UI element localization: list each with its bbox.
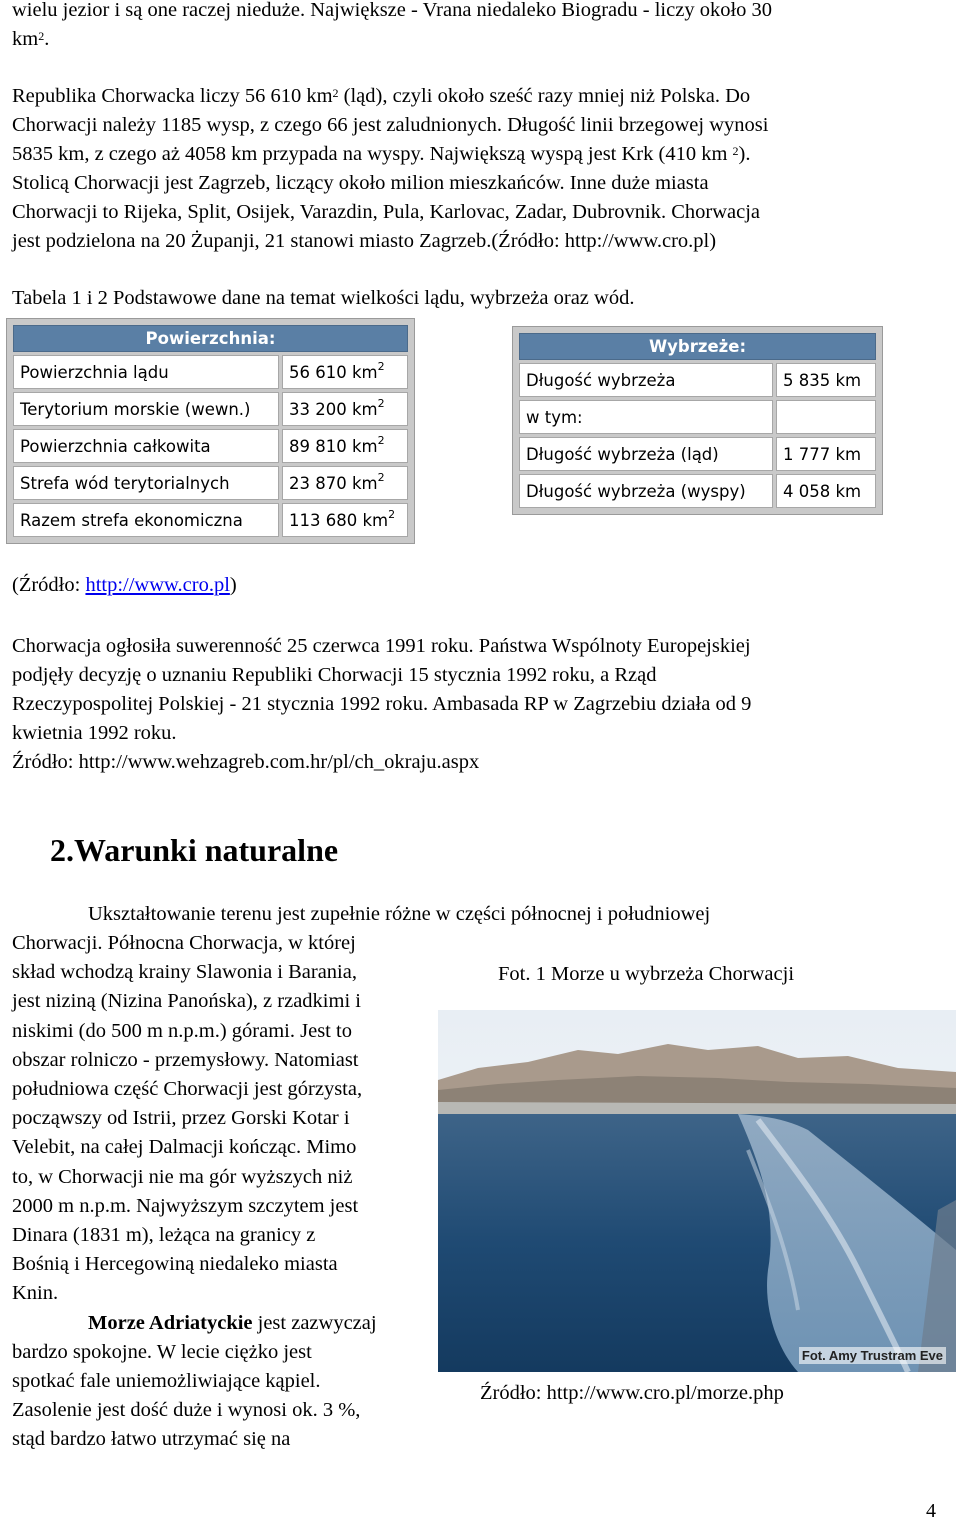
table-row <box>519 474 876 508</box>
page-number: 4 <box>926 1500 936 1522</box>
text-line: jest podzielona na 20 Żupanji, 21 stanowi miasto Zagrzeb.(Źródło: http://www.cro.pl) <box>12 230 717 252</box>
section-heading: 2.Warunki naturalne <box>50 832 339 868</box>
text-line: 2000 m n.p.m. Najwyższym szczytem jest <box>12 1194 359 1217</box>
text-line: Chorwacja ogłosiła suwerenność 25 czerwca 1991 roku. Państwa Wspólnoty Europejskiej <box>12 635 751 657</box>
coastline-table <box>512 326 883 515</box>
text-line: Zasolenie jest dość duże i wynosi ok. 3 %, <box>12 1399 361 1422</box>
text-line: Stolicą Chorwacji jest Zagrzeb, liczący około milion mieszkańców. Inne duże miasta <box>12 172 709 194</box>
terrain-paragraph <box>12 929 442 1455</box>
row-value: 89 810 $km^2$ <box>282 429 408 463</box>
text-line: Chorwacji. Północna Chorwacja, w której <box>12 932 356 954</box>
row-label: Długość wybrzeża <box>519 363 773 397</box>
text-line: począwszy od Istrii, przez Gorski Kotar i <box>12 1107 350 1130</box>
text-line: niskimi (do 500 m n.p.m.) górami. Jest to <box>12 1019 352 1042</box>
photo-credit: Fot. Amy Trustram Eve <box>799 1347 946 1364</box>
text-line: podjęły decyzję o uznaniu Republiki Chorwacji 15 stycznia 1992 roku, a Rząd <box>12 664 657 686</box>
text-line: obszar rolniczo - przemysłowy. Natomiast <box>12 1048 359 1071</box>
row-label: Terytorium morskie (wewn.) <box>13 392 279 426</box>
text-line: kwietnia 1992 roku. <box>12 722 177 744</box>
tables-caption <box>12 284 942 313</box>
text-line: Rzeczypospolitej Polskiej - 21 stycznia 1992 roku. Ambasada RP w Zagrzebiu działa od 9 <box>12 693 752 715</box>
table-row <box>13 355 408 389</box>
text-line: Morze Adriatyckie jest zazwyczaj <box>88 1311 377 1334</box>
text-line: Bośnią i Hercegowiną niedaleko miasta <box>12 1253 338 1276</box>
source-line: (Źródło: http://www.cro.pl) <box>12 574 237 596</box>
sea-image <box>438 1010 956 1372</box>
text-line: Źródło: http://www.wehzagreb.com.hr/pl/ch_okraju.aspx <box>12 751 480 773</box>
area-table <box>6 318 415 544</box>
text-line: Knin. <box>12 1282 59 1305</box>
row-label: w tym: <box>519 400 773 434</box>
row-label: Powierzchnia lądu <box>13 355 279 389</box>
caption-text: Tabela 1 i 2 Podstawowe dane na temat wielkości lądu, wybrzeża oraz wód. <box>12 287 635 309</box>
table-row <box>13 392 408 426</box>
row-value: 1 777 km <box>776 437 876 471</box>
text-line: południowa część Chorwacji jest górzysta, <box>12 1078 363 1101</box>
table-row <box>13 429 408 463</box>
text-line: jest niziną (Nizina Panońska), z rzadkimi i <box>12 990 361 1013</box>
table-row <box>519 363 876 397</box>
source-link[interactable]: http://www.cro.pl <box>85 574 230 596</box>
text-line: wielu jezior i są one raczej nieduże. Największe - Vrana niedaleko Biogradu - liczy około 30 <box>12 0 773 21</box>
row-value: 4 058 km <box>776 474 876 508</box>
row-label: Powierzchnia całkowita <box>13 429 279 463</box>
row-value: 56 610 $km^2$ <box>282 355 408 389</box>
text-line: Chorwacji to Rijeka, Split, Osijek, Varazdin, Pula, Karlovac, Zadar, Dubrovnik. Chorwacja <box>12 201 761 223</box>
row-value: 33 200 $km^2$ <box>282 392 408 426</box>
sovereignty-paragraph <box>12 632 942 777</box>
photo-caption: Fot. 1 Morze u wybrzeża Chorwacji <box>498 963 795 985</box>
row-label: Długość wybrzeża (wyspy) <box>519 474 773 508</box>
table-row <box>519 400 876 434</box>
table-header: Wybrzeże: <box>519 333 876 360</box>
text-line: skład wchodzą krainy Slawonia i Barania, <box>12 961 357 984</box>
table-header: Powierzchnia: <box>13 325 408 352</box>
table-row <box>519 437 876 471</box>
table-row <box>13 466 408 500</box>
text-line: Dinara (1831 m), leżąca na granicy z <box>12 1224 316 1247</box>
overview-paragraph <box>12 82 942 256</box>
text-line: bardzo spokojne. W lecie ciężko jest <box>12 1340 312 1363</box>
text-line: Chorwacji należy 1185 wysp, z czego 66 jest zaludnionych. Długość linii brzegowej wynosi <box>12 114 769 136</box>
sea-photo <box>438 1010 956 1372</box>
row-value: 113 680 $km^2$ <box>282 503 408 537</box>
row-value: 23 870 $km^2$ <box>282 466 408 500</box>
row-label: Strefa wód terytorialnych <box>13 466 279 500</box>
text-line: stąd bardzo łatwo utrzymać się na <box>12 1428 291 1451</box>
intro-paragraph <box>12 0 942 54</box>
text-line: Ukształtowanie terenu jest zupełnie różne w części północnej i południowej <box>88 903 711 925</box>
row-label: Razem strefa ekonomiczna <box>13 503 279 537</box>
row-label: Długość wybrzeża (ląd) <box>519 437 773 471</box>
photo-source: Źródło: http://www.cro.pl/morze.php <box>480 1382 784 1404</box>
row-value: 5 835 km <box>776 363 876 397</box>
text-line: Republika Chorwacka liczy 56 610 $km^2$ (ląd), czyli około sześć razy mniej niż Polska. Do <box>12 85 751 107</box>
text-line: 5835 km, z czego aż 4058 km przypada na wyspy. Największą wyspą jest Krk (410 km $^2$). <box>12 143 751 165</box>
text-line: to, w Chorwacji nie ma gór wyższych niż <box>12 1165 353 1188</box>
table-row <box>13 503 408 537</box>
text-line: Velebit, na całej Dalmacji kończąc. Mimo <box>12 1136 357 1159</box>
row-value <box>776 400 876 434</box>
text-line: $km^2$. <box>12 28 50 50</box>
text-line: spotkać fale uniemożliwiające kąpiel. <box>12 1370 321 1393</box>
